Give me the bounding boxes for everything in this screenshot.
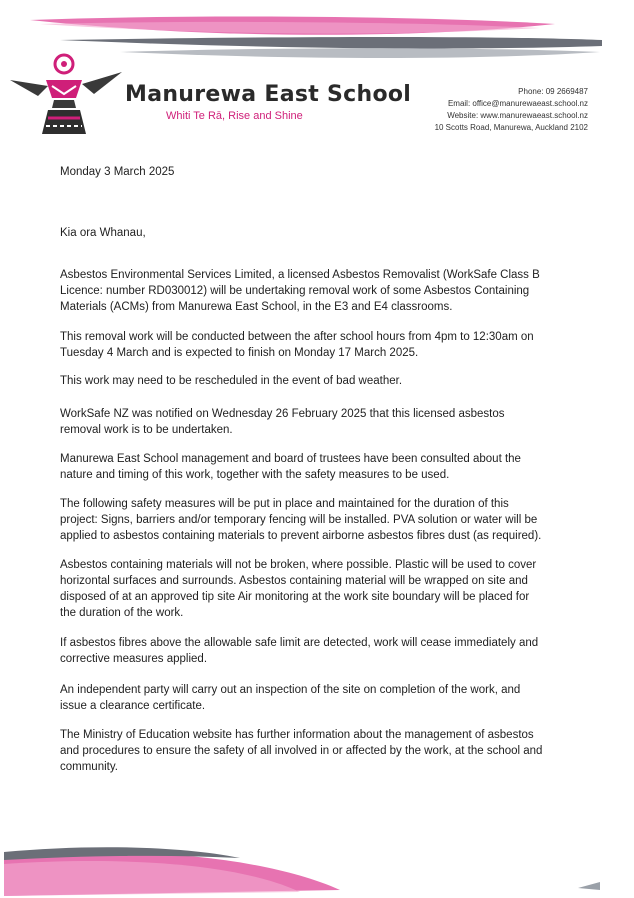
letter-salutation: Kia ora Whanau, xyxy=(60,227,146,239)
website-address: Website: www.manurewaeast.school.nz xyxy=(447,111,588,120)
paragraph-worksafe-notified: WorkSafe NZ was notified on Wednesday 26 February 2025 that this licensed asbestos removal work is to be undertaken. xyxy=(60,408,505,436)
paragraph-inspection: An independent party will carry out an inspection of the site on completion of the work, and issue a clearance certificate. xyxy=(60,684,521,712)
postal-address: 10 Scotts Road, Manurewa, Auckland 2102 xyxy=(434,123,588,132)
paragraph-fibre-limit: If asbestos fibres above the allowable safe limit are detected, work will cease immediately and corrective measures applied. xyxy=(60,637,539,665)
school-motto: Whiti Te Rā, Rise and Shine xyxy=(166,110,303,122)
footer-swoosh-decoration xyxy=(0,838,634,898)
contact-details xyxy=(435,86,588,134)
phone-number: Phone: 09 2669487 xyxy=(518,87,588,96)
paragraph-consultation: Manurewa East School management and board of trustees have been consulted about the nature and timing of this work, together with the safety measures to be used. xyxy=(60,453,521,481)
paragraph-safety-measures: The following safety measures will be put in place and maintained for the duration of this project: Signs, barriers and/or temporary fencing will be installed. PVA solution or water will be applied to asbestos containing materials to prevent airborne asbestos fibres dust (as required). xyxy=(60,498,542,542)
paragraph-weather: This work may need to be rescheduled in the event of bad weather. xyxy=(60,375,403,387)
email-address: Email: office@manurewaeast.school.nz xyxy=(447,99,588,108)
paragraph-removal-notice: Asbestos Environmental Services Limited, a licensed Asbestos Removalist (WorkSafe Class B Licence: number RD030012) will be undertaking removal work of some Asbestos Containing Materials (ACMs) from Manurewa East School, in the E3 and E4 classrooms. xyxy=(60,269,540,313)
paragraph-schedule: This removal work will be conducted between the after school hours from 4pm to 12:30am on Tuesday 4 March and is expected to finish on Monday 17 March 2025. xyxy=(60,331,534,359)
letter-date: Monday 3 March 2025 xyxy=(60,166,175,178)
paragraph-containment: Asbestos containing materials will not be broken, where possible. Plastic will be used to cover horizontal surfaces and surrounds. Asbestos containing material will be wrapped on site and disposed of at an approved tip site Air monitoring at the work site boundary will be placed for the duration of the work. xyxy=(60,559,537,619)
school-name: Manurewa East School xyxy=(125,82,412,107)
school-logo xyxy=(8,52,124,144)
paragraph-ministry-info: The Ministry of Education website has further information about the management of asbestos and procedures to ensure the safety of all involved in or affected by the work, at the school and community. xyxy=(60,729,543,773)
